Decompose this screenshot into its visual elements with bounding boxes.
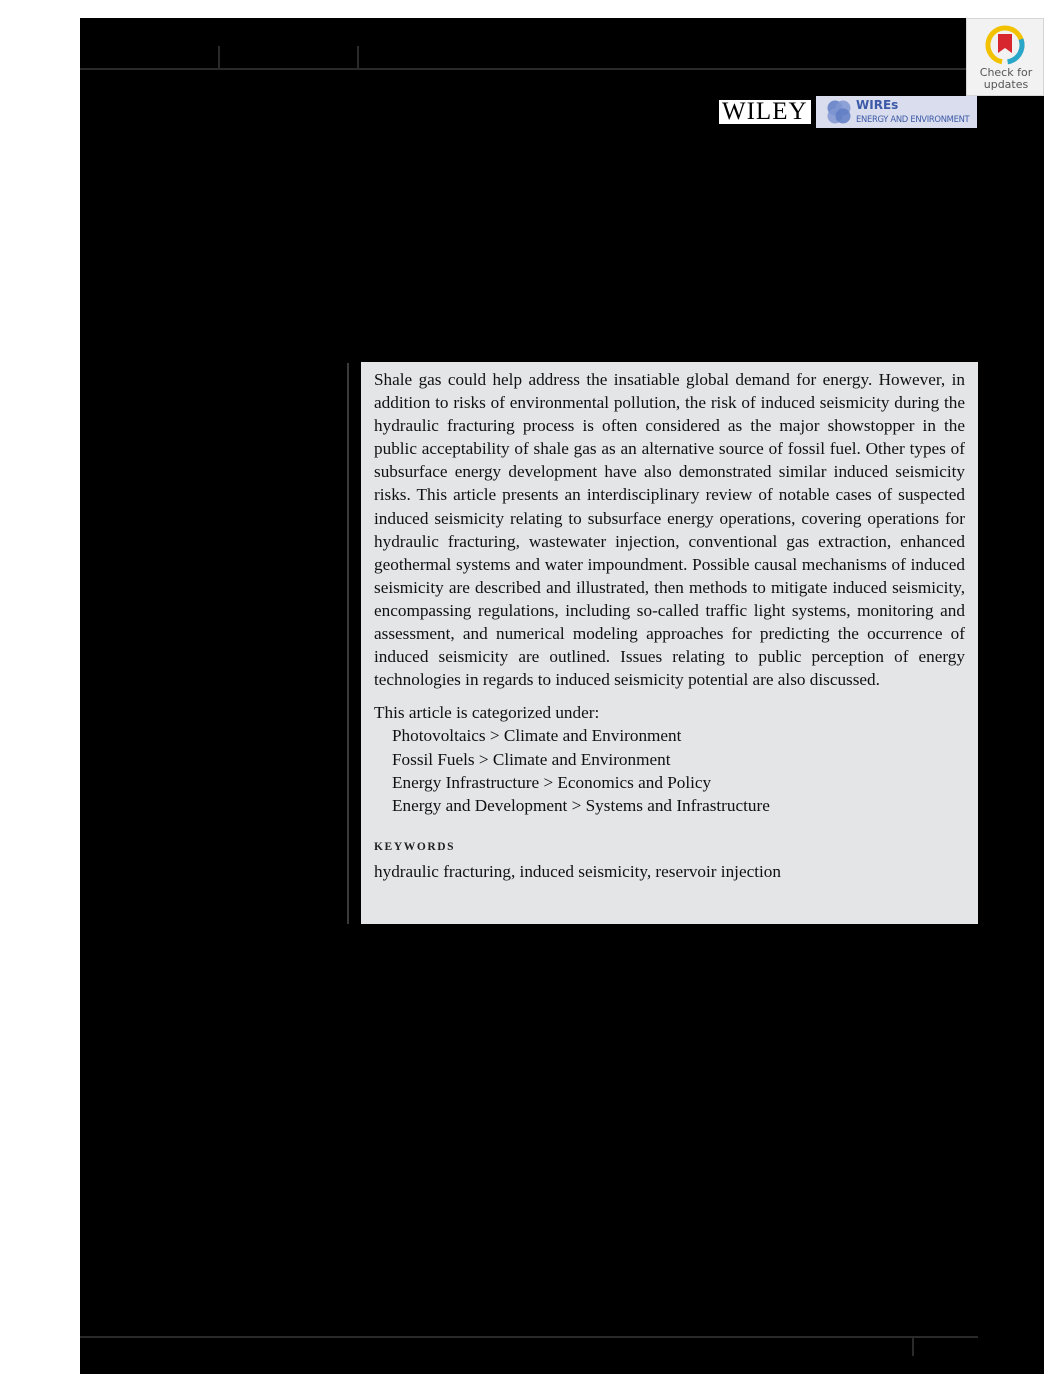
header-divider — [357, 46, 359, 68]
keywords-text: hydraulic fracturing, induced seismicity, reservoir injection — [374, 861, 781, 881]
wires-journal-logo — [816, 96, 977, 128]
check-for-updates-badge[interactable] — [966, 18, 1044, 96]
journal-subtitle: ENERGY AND ENVIRONMENT — [856, 114, 970, 124]
abstract-text: Shale gas could help address the insatiable global demand for energy. However, in addition to risks of environmental pollution, the risk of induced seismicity during the hydraulic fracturing process is often considered as the major showstopper in the public acceptability of shale gas as an alternative source of fossil fuel. Other types of subsurface energy development have also demonstrated similar induced seismicity risks. This article presents an interdisciplinary review of notable cases of suspected induced seismicity relating to subsurface energy operations, covering operations for hydraulic fracturing, wastewater injection, conventional gas extraction, enhanced geothermal systems and water impoundment. Possible causal mechanisms of induced seismicity are described and illustrated, then methods to mitigate induced seismicity, encompassing regulations, including so-called traffic light systems, monitoring and assessment, and numerical modeling approaches for predicting the occurrence of induced seismicity are outlined. Issues relating to public perception of energy technologies in regards to induced seismicity potential are also discussed. — [374, 370, 965, 690]
keywords-heading: KEYWORDS — [374, 840, 456, 853]
category-item: Energy Infrastructure > Economics and Policy — [392, 772, 712, 792]
journal-name: WIREs — [856, 98, 899, 112]
header-divider — [218, 46, 220, 68]
footer-divider — [912, 1338, 914, 1356]
abstract-side-rule — [347, 363, 349, 924]
header-rule — [80, 68, 978, 70]
categorized-intro: This article is categorized under: — [374, 703, 600, 723]
check-for-updates-label: Check for updates — [979, 66, 1033, 91]
wiley-logo: WILEY — [719, 100, 811, 124]
category-item: Energy and Development > Systems and Infrastructure — [392, 795, 770, 815]
bookmark-ring-icon — [985, 25, 1025, 65]
category-list — [374, 724, 965, 816]
wires-circles-icon — [825, 98, 853, 126]
category-item: Fossil Fuels > Climate and Environment — [392, 749, 671, 769]
footer-rule — [80, 1336, 978, 1338]
abstract-box — [361, 362, 978, 924]
category-item: Photovoltaics > Climate and Environment — [392, 726, 682, 746]
